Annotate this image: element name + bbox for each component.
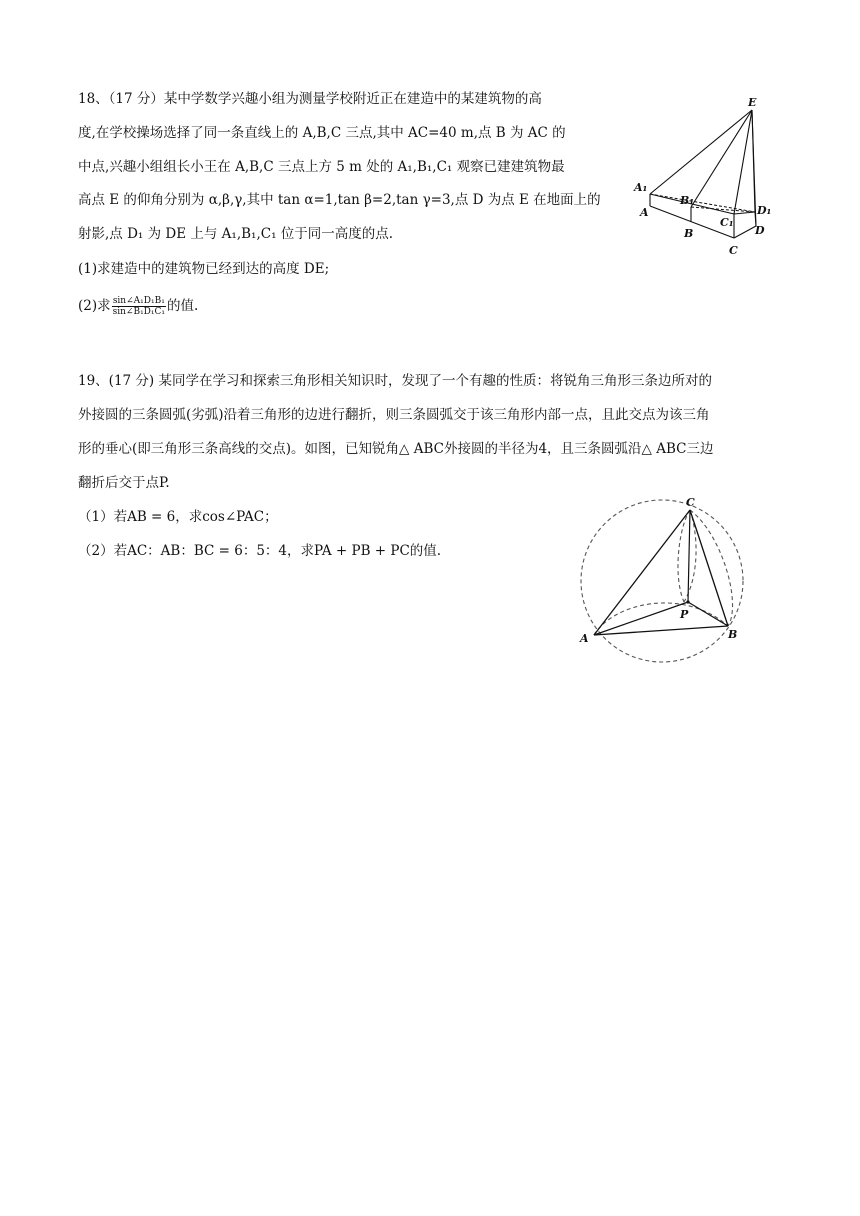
q19-line-1: 19、(17 分) 某同学在学习和探索三角形相关知识时，发现了一个有趣的性质：将锐角三角形三条边所对的 (78, 373, 712, 389)
label-D1: D₁ (757, 204, 772, 217)
q19-figure (572, 494, 758, 668)
label-A: A (580, 632, 589, 645)
q18-fraction-numerator: sin∠A₁D₁B₁ (112, 296, 165, 306)
label-P: P (680, 608, 689, 621)
point-P (686, 600, 689, 603)
q18-part-2-suffix: 的值. (167, 298, 199, 314)
label-C1: C₁ (720, 216, 734, 229)
q18-part-2 (78, 296, 198, 317)
q18-line-1: 18、（17 分）某中学数学兴趣小组为测量学校附近正在建造中的某建筑物的高 (78, 91, 542, 107)
line-E-B1 (691, 110, 752, 207)
dashed-A1-D1 (650, 194, 755, 212)
q18-line-5: 射影,点 D₁ 为 DE 上与 A₁,B₁,C₁ 位于同一高度的点. (78, 226, 394, 242)
q19-part-2: （2）若AC：AB：BC = 6：5：4，求PA + PB + PC的值. (78, 543, 442, 559)
q18-line-2: 度,在学校操场选择了同一条直线上的 A,B,C 三点,其中 AC=40 m,点 B 为 AC 的 (78, 125, 566, 141)
line-E-C1 (734, 110, 752, 214)
q18-line-4: 高点 E 的仰角分别为 α,β,γ,其中 tan α=1,tan β=2,tan γ=3,点 D 为点 E 在地面上的 (78, 192, 601, 208)
q19-line-4: 翻折后交于点P. (78, 475, 170, 491)
label-C: C (686, 496, 695, 509)
label-B: B (684, 227, 694, 240)
q18-part-1: (1)求建造中的建筑物已经到达的高度 DE; (78, 261, 330, 277)
label-B: B (728, 628, 738, 641)
label-C: C (729, 244, 738, 257)
q19-part-1: （1）若AB = 6，求cos∠PAC； (78, 509, 278, 525)
q18-figure (630, 92, 790, 262)
line-E-D (752, 110, 756, 226)
label-A1: A₁ (634, 181, 648, 194)
q18-part-2-prefix: (2)求 (78, 298, 111, 314)
q18-fraction (112, 296, 166, 317)
side-CA (594, 510, 690, 635)
label-B1: B₁ (680, 194, 695, 207)
q18-line-3: 中点,兴趣小组组长小王在 A,B,C 三点上方 5 m 处的 A₁,B₁,C₁ 观察已建建筑物最 (78, 159, 565, 175)
line-C-D (734, 226, 756, 238)
line-E-A1 (650, 110, 752, 194)
q18-fraction-denominator: sin∠B₁D₁C₁ (112, 307, 165, 317)
q19-line-2: 外接圆的三条圆弧(劣弧)沿着三角形的边进行翻折，则三条圆弧交于该三角形内部一点，且此交点为该三角 (78, 407, 710, 423)
circumcircle (581, 500, 743, 662)
label-A: A (640, 206, 649, 219)
line-C1-D1 (734, 212, 755, 214)
label-D: D (755, 224, 765, 237)
label-E: E (748, 96, 757, 109)
q19-line-3: 形的垂心(即三角形三条高线的交点)。如图，已知锐角△ ABC外接圆的半径为4，且三条圆弧沿△ ABC三边 (78, 441, 714, 457)
